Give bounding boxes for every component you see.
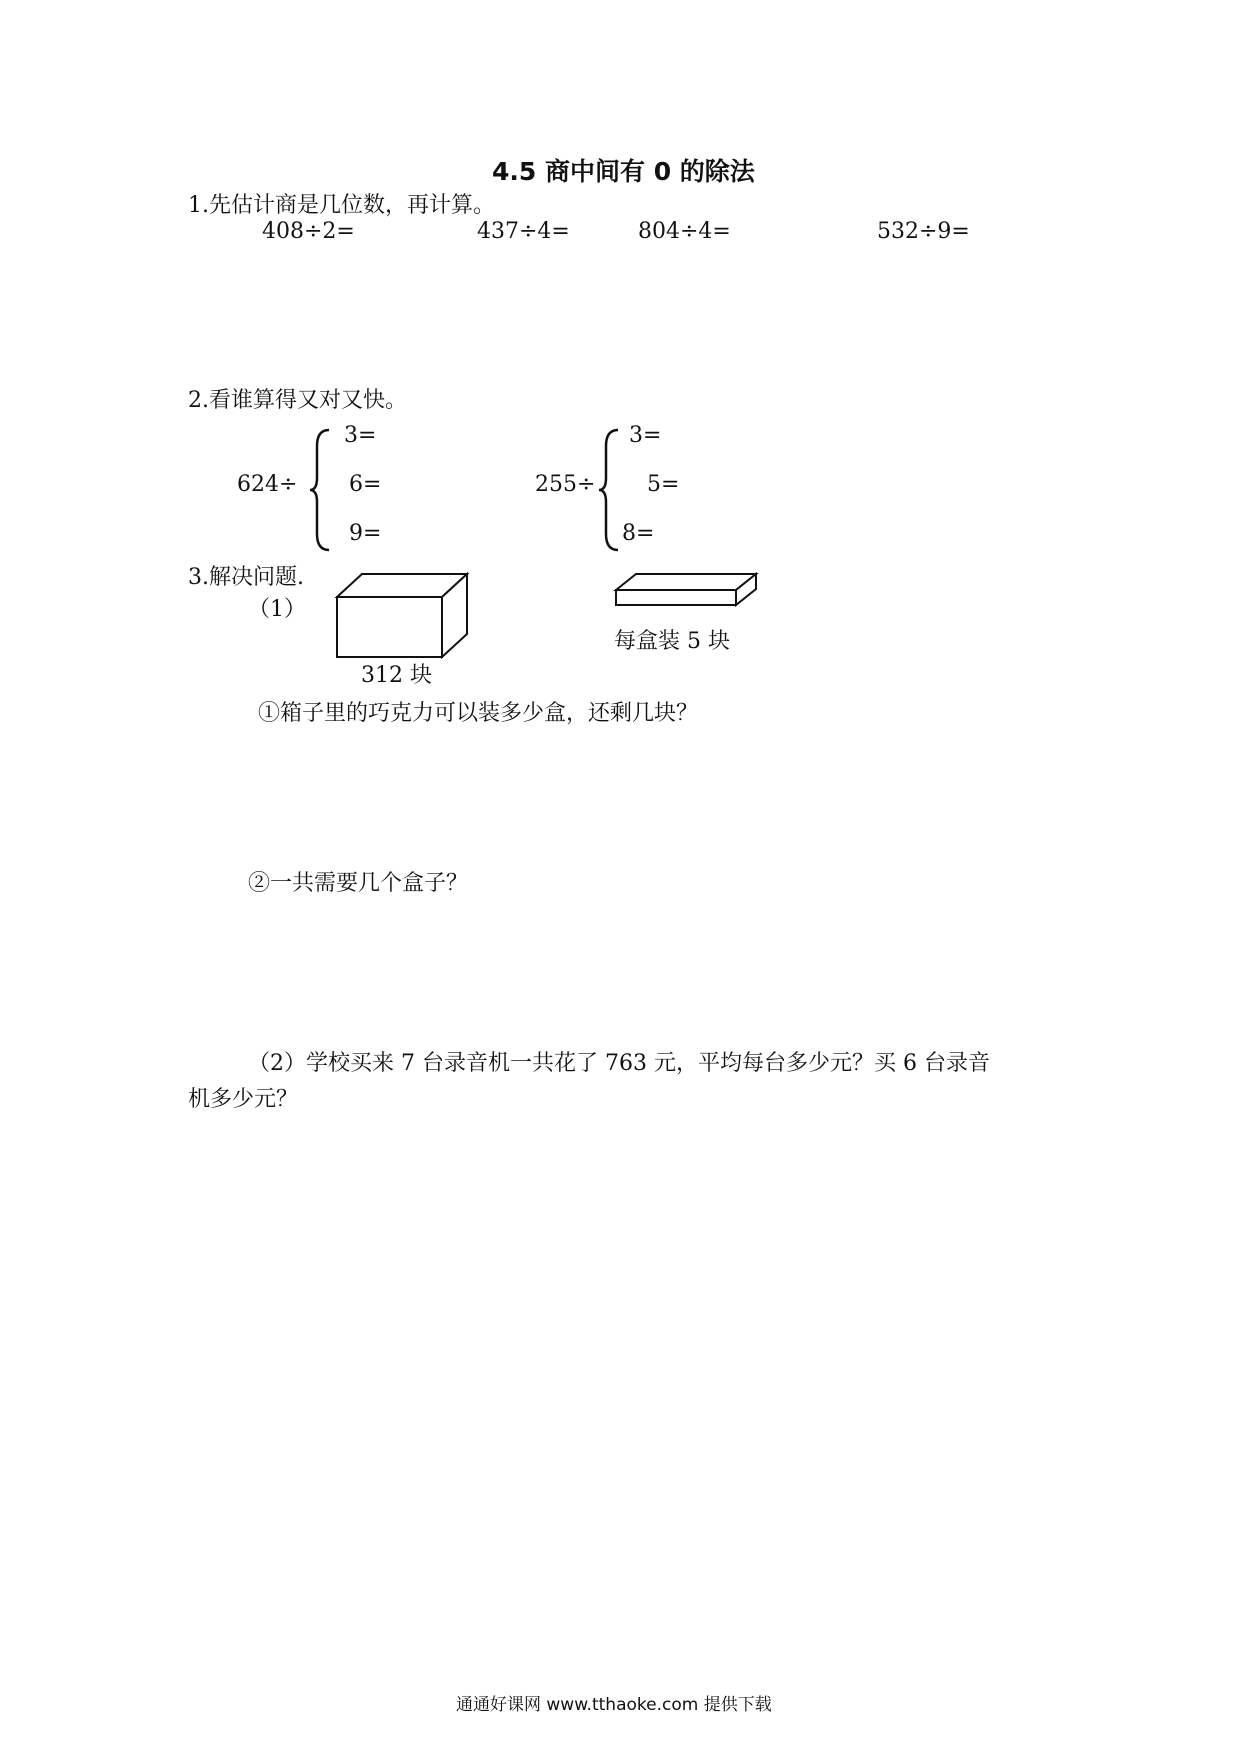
q3-prompt: 3.解决问题.: [188, 565, 304, 590]
q3-part2-line1: （2）学校买来 7 台录音机一共花了 763 元，平均每台多少元？买 6 台录音: [248, 1051, 990, 1076]
q2-divisor-1-2: 6=: [349, 472, 382, 497]
page-title: 4.5 商中间有 0 的除法: [492, 157, 755, 186]
q2-divisor-2-3: 8=: [622, 521, 655, 546]
q1-item-4: 532÷9=: [877, 219, 970, 244]
footer-credit: 通通好课网 www.tthaoke.com 提供下载: [456, 1695, 772, 1715]
q2-divisor-2-2: 5=: [647, 472, 680, 497]
q1-item-1: 408÷2=: [262, 219, 355, 244]
q1-item-3: 804÷4=: [638, 219, 731, 244]
q1-item-2: 437÷4=: [477, 219, 570, 244]
small-box-label: 每盒装 5 块: [614, 629, 730, 654]
left-brace-icon: [307, 428, 337, 552]
q2-prompt: 2.看谁算得又对又快。: [188, 388, 407, 413]
q3-part1-label: （1）: [248, 597, 306, 622]
q3-part2-line2: 机多少元？: [188, 1087, 299, 1112]
q2-dividend-2: 255÷: [535, 472, 596, 497]
q3-sub1: ①箱子里的巧克力可以装多少盒，还剩几块？: [258, 701, 699, 726]
q2-dividend-1: 624÷: [237, 472, 298, 497]
big-box-icon: [335, 572, 475, 662]
q1-prompt: 1.先估计商是几位数，再计算。: [188, 193, 495, 218]
q3-sub2: ②一共需要几个盒子？: [248, 871, 469, 896]
small-box-icon: [614, 570, 759, 610]
big-box-label: 312 块: [361, 663, 432, 688]
q2-divisor-1-1: 3=: [344, 423, 377, 448]
q2-divisor-1-3: 9=: [349, 521, 382, 546]
q2-divisor-2-1: 3=: [629, 423, 662, 448]
